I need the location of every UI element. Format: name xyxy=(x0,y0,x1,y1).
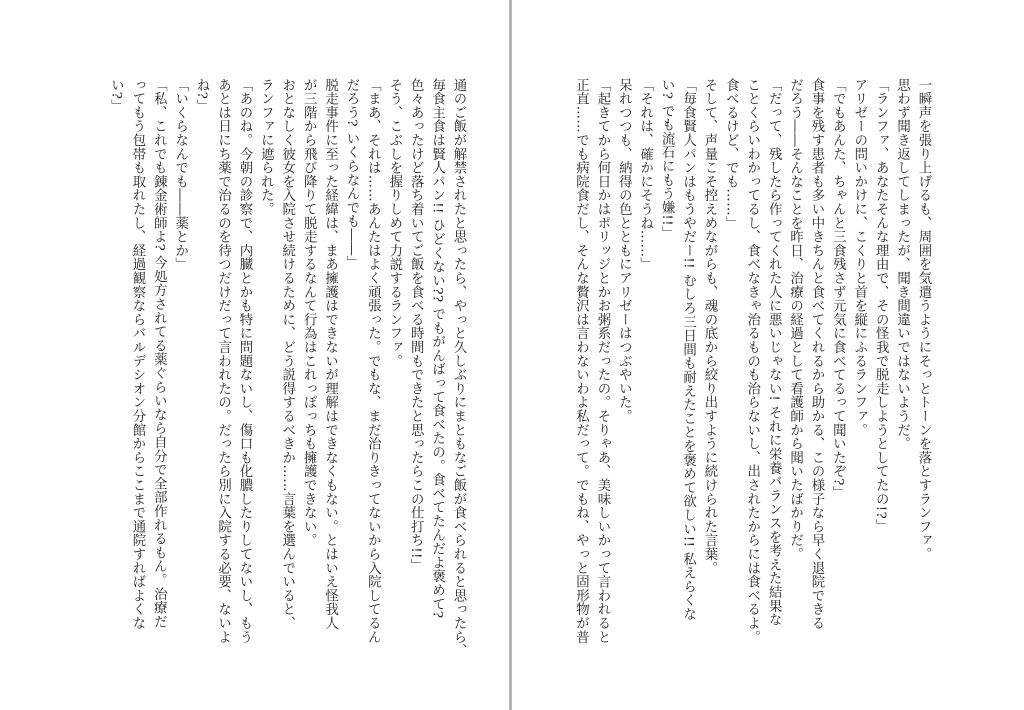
text-line: 色々あったけど落ち着いてご飯を食べる時間もできたと思ったらこの仕打ち!!」 xyxy=(408,78,424,573)
text-line: 「毎食賢人パンはもうやだー!! むしろ三日間も耐えたことを褒めて欲しい!! 私えらくな xyxy=(680,78,696,622)
text-line: 通のご飯が解禁されたと思ったら、やっと久しぶりにまともなご飯が食べられると思ったら、 xyxy=(451,78,466,658)
text-line: だろう――そんなことを昨日、治療の経過として看護師から聞いたばかりだ。 xyxy=(787,78,803,561)
text-line: 食事を残す患者も多い中きちんと食べてくれるから助かる、この様子なら早く退院できる xyxy=(808,78,824,630)
text-line: い? でも流石にもう嫌!!」 xyxy=(659,78,675,240)
text-line: 正直……でも病院食だし、そんな贅沢は言わないわよ私だって。でもね、やっと固形物が普 xyxy=(573,78,589,644)
text-line: 脱走事件に至った経緯は、まあ擁護はできないが理解はできなくもない。とはいえ怪我人 xyxy=(322,78,338,630)
text-line: ことくらいわかってるし、食べなきゃ治るものも治らないし、出されたからには食べるよ。 xyxy=(744,78,760,644)
right-page xyxy=(512,0,1024,710)
text-line: 「それは、確かにそうね……」 xyxy=(637,78,653,272)
text-line: おとなしく彼女を入院させ続けるために、どう説得するべきか……言葉を選んでいると、 xyxy=(279,78,295,630)
text-line: 「起きてから何日かはポリッジとかお粥系だったの。そりゃあ、美味しいかって言われると xyxy=(594,78,610,644)
text-line: 「あのね。今朝の診察で、内臓とかも特に問題ないし、傷口も化膿したりしてないし、もう xyxy=(236,78,252,644)
text-line: 呆れつつも、納得の色とともにアリゼーはつぶやいた。 xyxy=(616,78,632,423)
text-line: 毎食主食は賢人パン!! ひどくない?? でもがんばって食べたの。食べてたんだよ褒めて? xyxy=(429,78,445,619)
text-line: 「まあ、それは……あんたはよく頑張った。でもな、まだ治りきってないから入院してるん xyxy=(365,78,381,644)
text-line: あとは日にち薬で治るのを待つだけだって言われたの。だったら別に入院する必要、ないよ xyxy=(215,78,231,644)
text-line: ランファに遮られた。 xyxy=(258,78,274,216)
left-page xyxy=(0,0,509,710)
text-line: 一瞬声を張り上げるも、周囲を気遣うようにそっとトーンを落とすランファ。 xyxy=(916,78,931,561)
text-line: 思わず聞き返してしまったが、聞き間違いではないようだ。 xyxy=(894,78,910,451)
text-line: 食べるけど、でも……」 xyxy=(723,78,739,230)
text-line: だろう? いくらなんでも――」 xyxy=(343,78,359,270)
text-line: そう、こぶしを握りしめて力説するランファ。 xyxy=(386,78,402,368)
text-line: ってもう包帯も取れたし、経過観察ならバルデシオン分館からここまで通院すればよくな xyxy=(129,78,145,630)
text-line: アリゼーの問いかけに、こくりと首を縦にふるランファ。 xyxy=(851,78,867,437)
text-line: 「だって、残したら作ってくれた人に悪いじゃない! それに栄養バランスを考えた結果な xyxy=(766,78,782,627)
left-page-text xyxy=(105,78,469,658)
text-line: 「いくらなんでも――薬とか」 xyxy=(172,78,188,272)
right-page-text xyxy=(570,78,934,648)
text-line: 「ランファ、あなたそんな理由で、その怪我で脱走しようとしてたの!?」 xyxy=(873,78,889,533)
text-line: 「私、これでも錬金術師よ? 今処方されてる薬ぐらいなら自分で全部作れるもん。治療だ xyxy=(151,78,167,629)
text-line: い?」 xyxy=(108,78,124,114)
text-line: そして、声量こそ控えめながらも、魂の底から絞り出すように続けられた言葉。 xyxy=(701,78,717,575)
text-line: が三階から飛び降りて脱走するなんて行為はこれっぽっちも擁護できない。 xyxy=(301,78,317,548)
text-line: 「でもあんた、ちゃんと三食残さず元気に食べてるって聞いたぞ?」 xyxy=(830,78,846,500)
text-line: ね?」 xyxy=(194,78,210,114)
